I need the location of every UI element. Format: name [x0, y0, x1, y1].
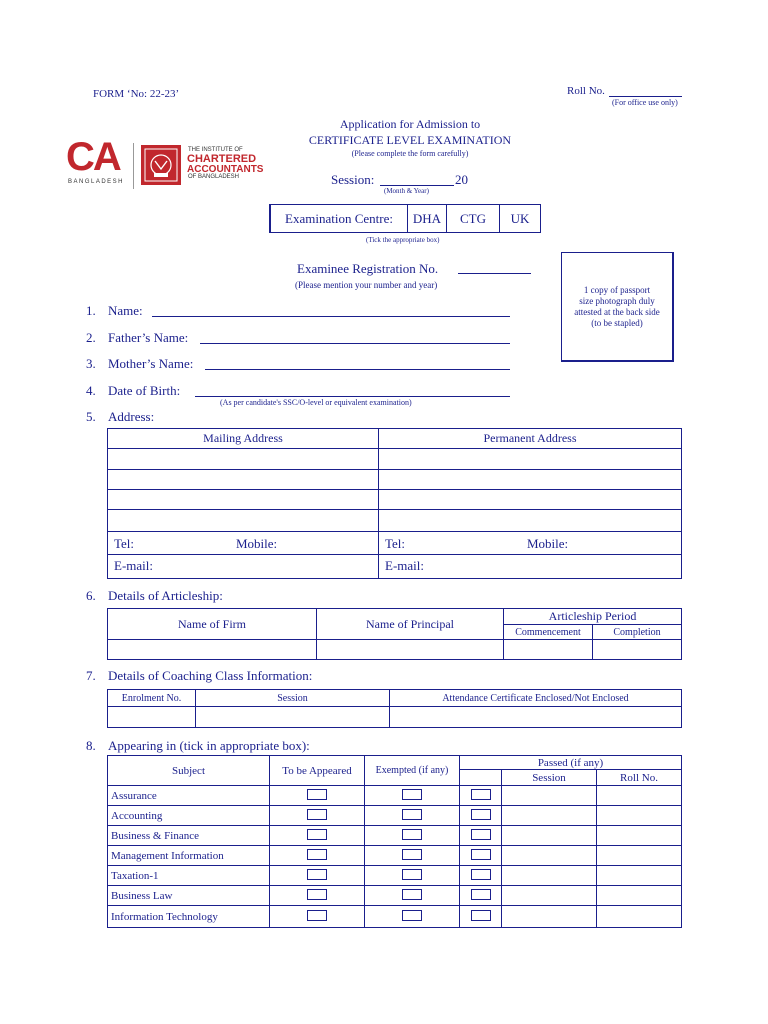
attendance-header: Attendance Certificate Enclosed/Not Enclosed	[390, 690, 682, 707]
subject-row	[108, 786, 682, 806]
commencement-header: Commencement	[504, 625, 593, 640]
name-input[interactable]	[152, 316, 510, 317]
passed-checkbox[interactable]	[471, 889, 491, 900]
appear-checkbox-cell[interactable]	[270, 866, 365, 886]
passed-roll-cell[interactable]	[597, 846, 682, 866]
subject-name: Information Technology	[108, 906, 270, 928]
roll-no-label: Roll No.	[567, 85, 605, 97]
exempt-checkbox[interactable]	[402, 829, 422, 840]
exempt-checkbox-cell[interactable]	[365, 786, 460, 806]
passed-session-cell[interactable]	[502, 866, 597, 886]
exempt-checkbox[interactable]	[402, 869, 422, 880]
field-father-label: Father’s Name:	[108, 330, 189, 345]
appearing-label: Appearing in (tick in appropriate box):	[108, 738, 310, 753]
passed-checkbox[interactable]	[471, 910, 491, 921]
subjects-table	[107, 755, 682, 928]
subject-name: Taxation-1	[108, 866, 270, 886]
articleship-table	[107, 608, 682, 660]
session-field[interactable]	[380, 185, 454, 186]
exam-centre-option-dha[interactable]: DHA	[408, 205, 447, 233]
appear-checkbox[interactable]	[307, 889, 327, 900]
permanent-address-line[interactable]	[379, 470, 682, 490]
passed-checkbox[interactable]	[471, 849, 491, 860]
institute-name-line4: OF BANGLADESH	[188, 174, 240, 180]
logo-divider	[133, 143, 134, 189]
mailing-tel-label: Tel:	[114, 536, 135, 551]
coaching-table	[107, 689, 682, 728]
articleship-number: 6.	[86, 588, 96, 603]
field-dob-number: 4.	[86, 383, 96, 398]
subject-row	[108, 846, 682, 866]
field-mother-label: Mother’s Name:	[108, 356, 194, 371]
exempt-checkbox-cell[interactable]	[365, 846, 460, 866]
passed-checkbox[interactable]	[471, 789, 491, 800]
form-number: FORM ‘No: 22-23’	[93, 88, 180, 100]
permanent-mobile-label: Mobile:	[527, 536, 569, 551]
ca-logo	[66, 135, 266, 193]
principal-name-cell[interactable]	[317, 640, 504, 660]
subject-row	[108, 886, 682, 906]
exam-centre-option-ctg[interactable]: CTG	[447, 205, 500, 233]
exam-centre-table	[269, 204, 541, 233]
title-line2: CERTIFICATE LEVEL EXAMINATION	[308, 133, 512, 147]
subject-header: Subject	[108, 756, 270, 786]
photo-box-line2: size photograph duly	[579, 296, 655, 306]
field-name-number: 1.	[86, 303, 96, 318]
permanent-email-label: E-mail:	[385, 558, 424, 573]
session-label: Session:	[331, 172, 375, 187]
dob-input[interactable]	[195, 396, 510, 397]
field-address-label: Address:	[108, 409, 155, 424]
appear-checkbox-cell[interactable]	[270, 906, 365, 928]
appear-checkbox[interactable]	[307, 910, 327, 921]
field-father-number: 2.	[86, 330, 96, 345]
institute-name-line3: ACCOUNTANTS	[187, 164, 264, 175]
enrolment-cell[interactable]	[108, 707, 196, 728]
appear-checkbox[interactable]	[307, 869, 327, 880]
enrolment-header: Enrolment No.	[108, 690, 196, 707]
to-be-appeared-header: To be Appeared	[270, 756, 365, 786]
passed-roll-cell[interactable]	[597, 886, 682, 906]
passed-checkbox[interactable]	[471, 809, 491, 820]
mailing-address-line[interactable]	[108, 510, 379, 532]
passed-session-header: Session	[502, 770, 597, 786]
permanent-address-line[interactable]	[379, 449, 682, 470]
mailing-address-line[interactable]	[108, 449, 379, 470]
mailing-address-line[interactable]	[108, 490, 379, 510]
title-line1: Application for Admission to	[339, 117, 481, 131]
permanent-tel-label: Tel:	[385, 536, 406, 551]
exempt-checkbox-cell[interactable]	[365, 806, 460, 826]
institute-name-line2: CHARTERED	[187, 153, 257, 165]
passed-checkbox[interactable]	[471, 869, 491, 880]
photo-box-line1: 1 copy of passport	[583, 285, 651, 295]
coaching-number: 7.	[86, 668, 96, 683]
field-name-label: Name:	[108, 303, 143, 318]
passed-roll-cell[interactable]	[597, 866, 682, 886]
passed-roll-cell[interactable]	[597, 826, 682, 846]
passed-roll-cell[interactable]	[597, 906, 682, 928]
passed-checkbox-cell[interactable]	[460, 906, 502, 928]
mailing-contact-cell[interactable]	[108, 532, 379, 579]
passed-checkbox-cell[interactable]	[460, 826, 502, 846]
photo-box-line3: attested at the back side	[574, 307, 660, 317]
appearing-number: 8.	[86, 738, 96, 753]
appear-checkbox-cell[interactable]	[270, 846, 365, 866]
title-instruction: (Please complete the form carefully)	[351, 149, 469, 158]
permanent-address-line[interactable]	[379, 490, 682, 510]
coaching-label: Details of Coaching Class Information:	[108, 668, 313, 683]
subject-name: Business & Finance	[108, 826, 270, 846]
mailing-address-line[interactable]	[108, 470, 379, 490]
mailing-address-header: Mailing Address	[108, 429, 379, 449]
passed-checkbox-cell[interactable]	[460, 886, 502, 906]
passed-session-cell[interactable]	[502, 786, 597, 806]
ca-logo-country: BANGLADESH	[68, 179, 125, 185]
passed-checkbox[interactable]	[471, 829, 491, 840]
passed-checkbox-cell[interactable]	[460, 866, 502, 886]
permanent-contact-divider	[379, 554, 681, 555]
passed-session-cell[interactable]	[502, 886, 597, 906]
photo-box-line4: (to be stapled)	[591, 318, 643, 328]
subject-row	[108, 866, 682, 886]
passed-roll-cell[interactable]	[597, 786, 682, 806]
exempt-checkbox-cell[interactable]	[365, 826, 460, 846]
mother-name-input[interactable]	[205, 369, 510, 370]
field-mother-number: 3.	[86, 356, 96, 371]
field-address-number: 5.	[86, 409, 96, 424]
dob-hint: (As per candidate's SSC/O-level or equivalent examination)	[220, 398, 412, 407]
registration-field[interactable]	[458, 273, 531, 274]
office-use-note: (For office use only)	[612, 98, 678, 107]
subject-name: Assurance	[108, 786, 270, 806]
subject-name: Accounting	[108, 806, 270, 826]
exempt-checkbox-cell[interactable]	[365, 886, 460, 906]
commencement-cell[interactable]	[504, 640, 593, 660]
completion-header: Completion	[593, 625, 682, 640]
passed-session-cell[interactable]	[502, 806, 597, 826]
exempt-checkbox[interactable]	[402, 809, 422, 820]
exempt-checkbox[interactable]	[402, 910, 422, 921]
appear-checkbox-cell[interactable]	[270, 786, 365, 806]
mailing-email-label: E-mail:	[114, 558, 153, 573]
completion-cell[interactable]	[593, 640, 682, 660]
subject-name: Business Law	[108, 886, 270, 906]
appear-checkbox[interactable]	[307, 849, 327, 860]
appear-checkbox-cell[interactable]	[270, 886, 365, 906]
subject-row	[108, 906, 682, 928]
address-table	[107, 428, 682, 579]
exempt-checkbox-cell[interactable]	[365, 906, 460, 928]
exempt-checkbox[interactable]	[402, 849, 422, 860]
ca-logo-text: CA	[66, 135, 120, 179]
subject-row	[108, 806, 682, 826]
appear-checkbox[interactable]	[307, 789, 327, 800]
coaching-session-cell[interactable]	[196, 707, 390, 728]
firm-name-header: Name of Firm	[108, 609, 317, 640]
roll-no-field[interactable]	[609, 96, 682, 97]
father-name-input[interactable]	[200, 343, 510, 344]
exempt-checkbox[interactable]	[402, 789, 422, 800]
appear-checkbox[interactable]	[307, 829, 327, 840]
passed-checkbox-cell[interactable]	[460, 786, 502, 806]
mailing-contact-divider	[108, 554, 378, 555]
passed-header: Passed (if any)	[460, 756, 682, 770]
field-dob-label: Date of Birth:	[108, 383, 181, 398]
articleship-period-header: Articleship Period	[504, 609, 682, 625]
appear-checkbox[interactable]	[307, 809, 327, 820]
passed-session-cell[interactable]	[502, 846, 597, 866]
exam-centre-label: Examination Centre:	[270, 205, 408, 233]
passed-roll-cell[interactable]	[597, 806, 682, 826]
appear-checkbox-cell[interactable]	[270, 826, 365, 846]
exam-centre-hint: (Tick the appropriate box)	[366, 236, 440, 244]
session-year-suffix: 20	[455, 172, 468, 187]
attendance-cell[interactable]	[390, 707, 682, 728]
mailing-mobile-label: Mobile:	[236, 536, 278, 551]
passed-checkbox-cell[interactable]	[460, 846, 502, 866]
appear-checkbox-cell[interactable]	[270, 806, 365, 826]
passed-checkbox-cell[interactable]	[460, 806, 502, 826]
permanent-address-line[interactable]	[379, 510, 682, 532]
permanent-contact-cell[interactable]	[379, 532, 682, 579]
passed-session-cell[interactable]	[502, 826, 597, 846]
passed-session-cell[interactable]	[502, 906, 597, 928]
registration-hint: (Please mention your number and year)	[295, 280, 438, 290]
permanent-address-header: Permanent Address	[379, 429, 682, 449]
exempt-checkbox-cell[interactable]	[365, 866, 460, 886]
passed-checkbox-header	[460, 770, 502, 786]
registration-label: Examinee Registration No.	[297, 261, 439, 276]
subject-name: Management Information	[108, 846, 270, 866]
photo-box[interactable]	[561, 252, 674, 362]
institute-name-line1: THE INSTITUTE OF	[188, 147, 243, 153]
passed-roll-header: Roll No.	[597, 770, 682, 786]
firm-name-cell[interactable]	[108, 640, 317, 660]
coaching-session-header: Session	[196, 690, 390, 707]
articleship-label: Details of Articleship:	[108, 588, 223, 603]
exam-centre-option-uk[interactable]: UK	[500, 205, 541, 233]
subject-row	[108, 826, 682, 846]
institute-seal-icon	[141, 145, 181, 185]
principal-name-header: Name of Principal	[317, 609, 504, 640]
exempt-checkbox[interactable]	[402, 889, 422, 900]
exempted-header: Exempted (if any)	[365, 756, 460, 786]
session-hint: (Month & Year)	[384, 187, 429, 195]
